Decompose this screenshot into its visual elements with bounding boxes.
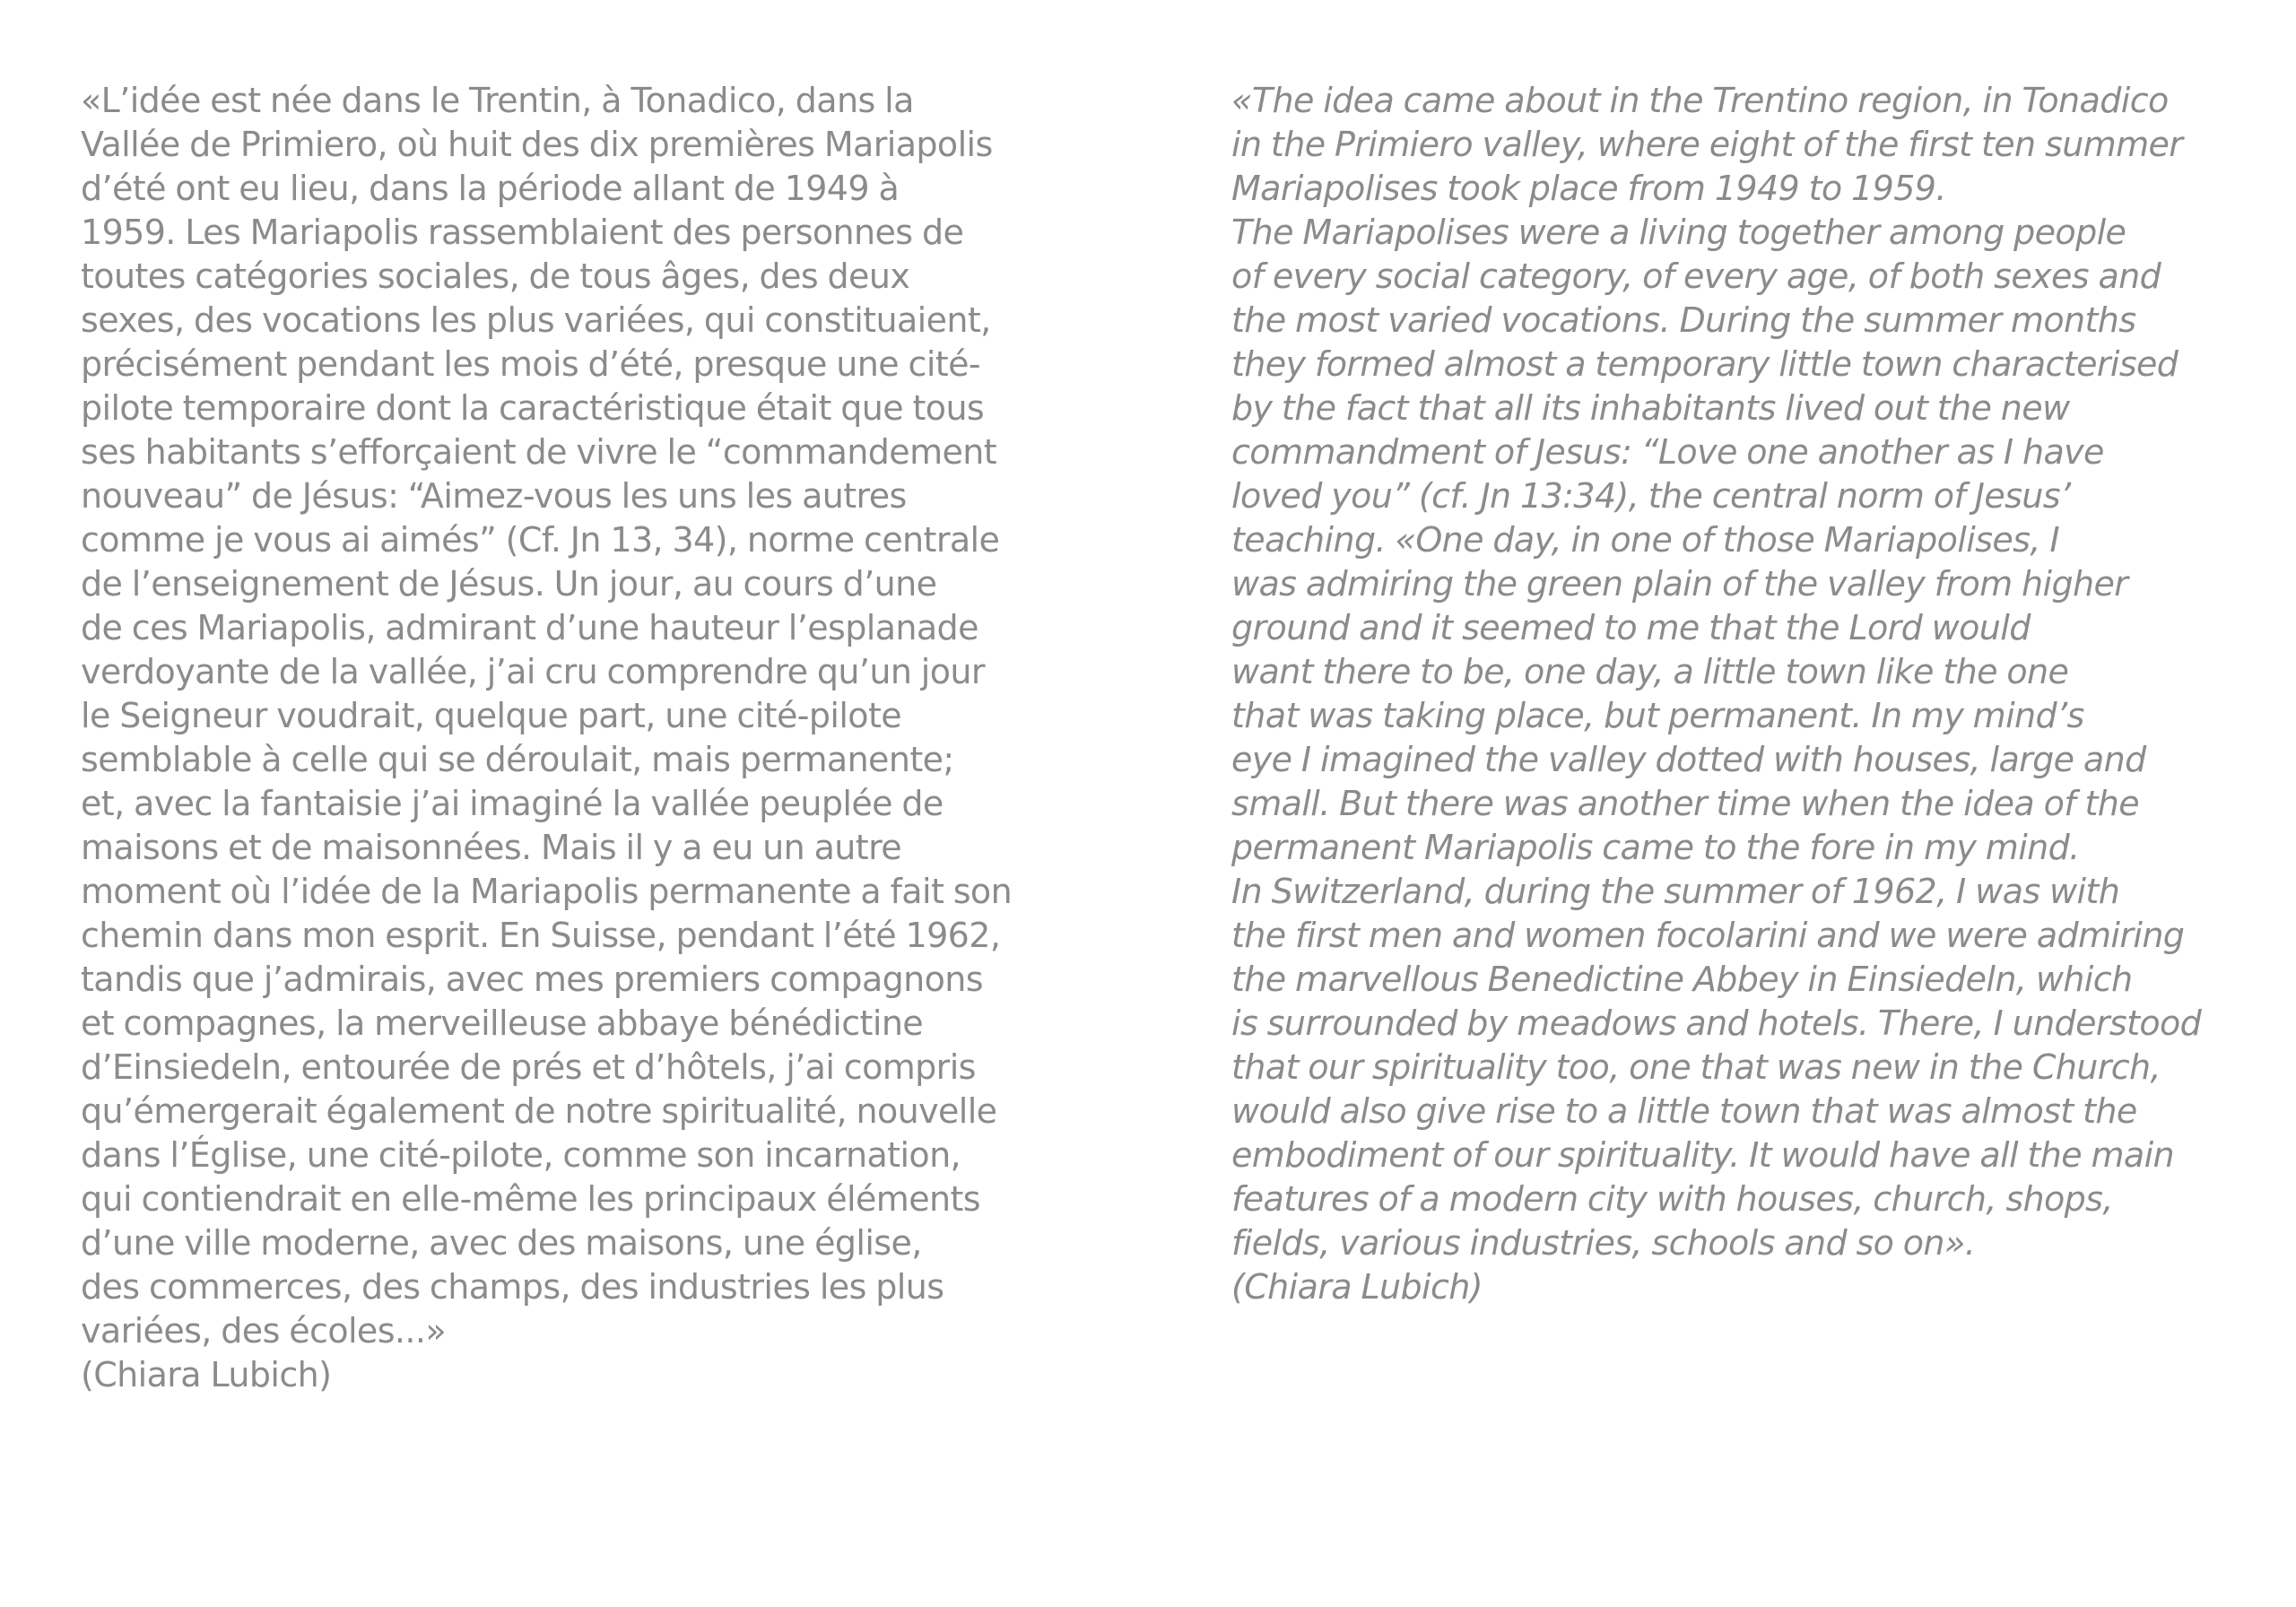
english-text-line: the marvellous Benedictine Abbey in Einsiedeln, which [1231,960,2133,999]
english-text-line: was admiring the green plain of the valley from higher [1231,564,2128,604]
english-text-line: that our spirituality too, one that was new in the Church, [1231,1047,2161,1087]
english-text-line: want there to be, one day, a little town like the one [1231,652,2069,691]
french-text-line: et, avec la fantaisie j’ai imaginé la vallée peuplée de [81,784,944,823]
english-text-line: would also give rise to a little town that was almost the [1231,1091,2137,1131]
english-text-line: In Switzerland, during the summer of 1962, I was with [1231,872,2120,911]
english-text-line: commandment of Jesus: “Love one another as I have [1231,432,2104,472]
french-text-line: de l’enseignement de Jésus. Un jour, au cours d’une [81,564,937,604]
french-text-line: dans l’Église, une cité-pilote, comme son incarnation, [81,1135,961,1175]
english-text-line: of every social category, of every age, of both sexes and [1231,256,2161,296]
french-text-line: chemin dans mon esprit. En Suisse, pendant l’été 1962, [81,916,1001,955]
english-text-line: Mariapolises took place from 1949 to 1959. [1231,169,1946,208]
french-text-line: variées, des écoles...» [81,1311,446,1351]
french-text-line: qui contiendrait en elle-même les principaux éléments [81,1179,980,1219]
french-text-line: et compagnes, la merveilleuse abbaye bénédictine [81,1003,924,1043]
french-text-line: toutes catégories sociales, de tous âges, des deux [81,256,910,296]
french-text-line: qu’émergerait également de notre spiritualité, nouvelle [81,1091,997,1131]
english-text-line: small. But there was another time when the idea of the [1231,784,2140,823]
french-text-line: Vallée de Primiero, où huit des dix premières Mariapolis [81,125,993,164]
french-text-line: sexes, des vocations les plus variées, qui constituaient, [81,300,991,340]
french-text-line: pilote temporaire dont la caractéristique était que tous [81,388,985,428]
english-text-line: «The idea came about in the Trentino region, in Tonadico [1231,81,2169,120]
french-text-line: semblable à celle qui se déroulait, mais permanente; [81,740,954,779]
english-text-line: that was taking place, but permanent. In my mind’s [1231,696,2084,735]
french-text-line: (Chiara Lubich) [81,1355,332,1394]
english-text-line: the first men and women focolarini and we were admiring [1231,916,2185,955]
english-text-line: embodiment of our spirituality. It would have all the main [1231,1135,2175,1175]
french-text-line: verdoyante de la vallée, j’ai cru comprendre qu’un jour [81,652,985,691]
french-text-line: ses habitants s’efforçaient de vivre le “commandement [81,432,997,472]
english-text-column [1231,79,2254,1309]
french-text-line: tandis que j’admirais, avec mes premiers compagnons [81,960,983,999]
french-text-line: moment où l’idée de la Mariapolis permanente a fait son [81,872,1013,911]
english-text-line: permanent Mariapolis came to the fore in my mind. [1231,828,2080,867]
french-text-line: des commerces, des champs, des industries les plus [81,1267,944,1307]
english-text-line: (Chiara Lubich) [1231,1267,1483,1307]
french-text-line: comme je vous ai aimés” (Cf. Jn 13, 34), norme centrale [81,520,1000,560]
french-text-line: d’Einsiedeln, entourée de prés et d’hôtels, j’ai compris [81,1047,976,1087]
english-text-line: teaching. «One day, in one of those Mariapolises, I [1231,520,2059,560]
english-text-line: the most varied vocations. During the summer months [1231,300,2136,340]
english-text-line: The Mariapolises were a living together among people [1231,213,2126,252]
french-text-line: nouveau” de Jésus: “Aimez-vous les uns les autres [81,476,907,516]
english-text-line: they formed almost a temporary little town characterised [1231,344,2179,384]
french-text-line: de ces Mariapolis, admirant d’une hauteur l’esplanade [81,608,978,647]
french-text-line: d’une ville moderne, avec des maisons, une église, [81,1223,922,1263]
french-text-line: le Seigneur voudrait, quelque part, une cité-pilote [81,696,902,735]
french-text-column [81,79,1094,1397]
french-text-line: d’été ont eu lieu, dans la période allant de 1949 à [81,169,900,208]
english-text-line: ground and it seemed to me that the Lord would [1231,608,2031,647]
english-text-line: in the Primiero valley, where eight of the first ten summer [1231,125,2183,164]
french-text-line: «L’idée est née dans le Trentin, à Tonadico, dans la [81,81,914,120]
french-text-line: maisons et de maisonnées. Mais il y a eu un autre [81,828,902,867]
french-text-line: précisément pendant les mois d’été, presque une cité- [81,344,980,384]
english-text-line: fields, various industries, schools and so on». [1231,1223,1976,1263]
english-text-line: by the fact that all its inhabitants lived out the new [1231,388,2070,428]
english-text-line: eye I imagined the valley dotted with houses, large and [1231,740,2146,779]
french-text-line: 1959. Les Mariapolis rassemblaient des personnes de [81,213,964,252]
english-text-line: features of a modern city with houses, church, shops, [1231,1179,2113,1219]
english-text-line: loved you” (cf. Jn 13:34), the central norm of Jesus’ [1231,476,2071,516]
english-text-line: is surrounded by meadows and hotels. There, I understood [1231,1003,2202,1043]
